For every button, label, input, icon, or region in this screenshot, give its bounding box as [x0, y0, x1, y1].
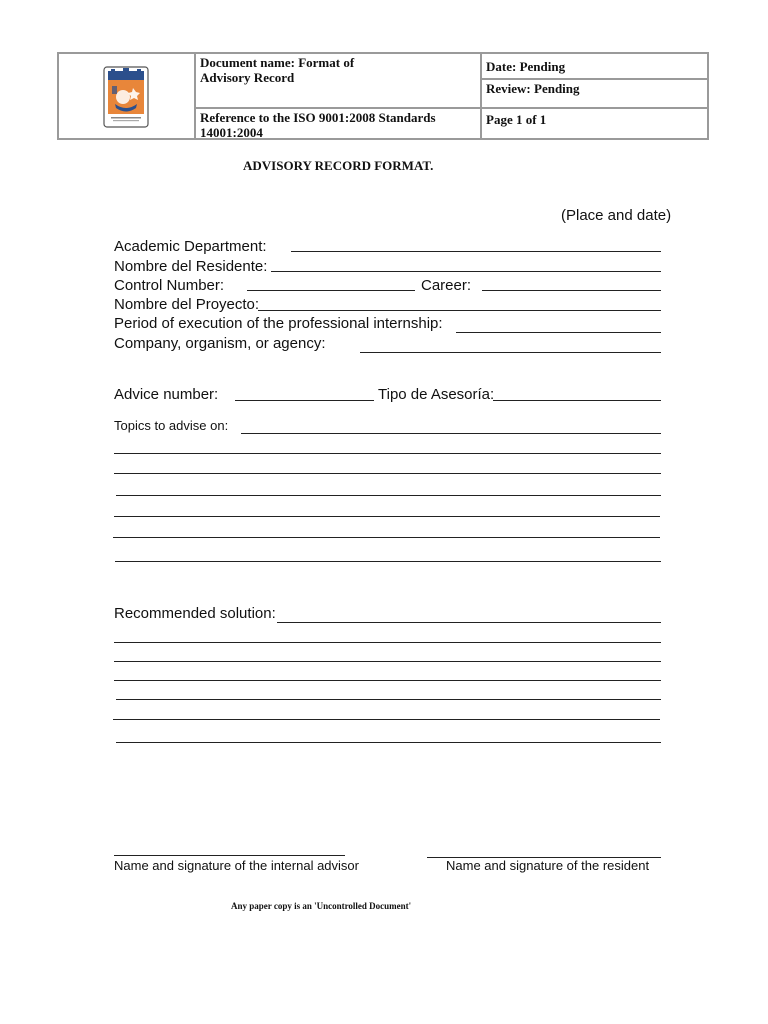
project-name-label: Nombre del Proyecto:: [114, 296, 260, 313]
resident-signature-label: Name and signature of the resident: [446, 858, 650, 873]
solution-field-line[interactable]: [114, 680, 661, 681]
topics-field-line[interactable]: [116, 495, 661, 496]
topics-field-line[interactable]: [114, 516, 660, 517]
document-name: Document name: Format of Advisory Record: [200, 55, 355, 85]
iso-reference: Reference to the ISO 9001:2008 Standards 14001:2004: [200, 110, 436, 140]
solution-field-line[interactable]: [114, 642, 661, 643]
career-field[interactable]: [482, 290, 661, 291]
date-status: Date: Pending: [486, 59, 566, 74]
advice-number-field[interactable]: [235, 400, 374, 401]
solution-field-line[interactable]: [114, 661, 661, 662]
solution-field-line[interactable]: [116, 742, 661, 743]
page-number: Page 1 of 1: [486, 112, 547, 127]
header-divider: [480, 54, 482, 138]
header-divider: [480, 78, 707, 80]
internship-period-field[interactable]: [456, 332, 661, 333]
topics-label: Topics to advise on:: [114, 418, 229, 433]
internal-advisor-signature-label: Name and signature of the internal advisor: [114, 858, 359, 873]
institution-logo: [103, 66, 149, 128]
place-and-date: (Place and date): [561, 207, 672, 224]
advice-type-field[interactable]: [493, 400, 661, 401]
page-title: ADVISORY RECORD FORMAT.: [243, 158, 434, 173]
solution-field-line[interactable]: [113, 719, 660, 720]
topics-field-line[interactable]: [114, 473, 661, 474]
topics-field[interactable]: [241, 433, 661, 434]
topics-field-line[interactable]: [113, 537, 660, 538]
solution-field-line[interactable]: [116, 699, 661, 700]
solution-label: Recommended solution:: [114, 605, 276, 622]
academic-department-field[interactable]: [291, 251, 661, 252]
internship-period-label: Period of execution of the professional internship:: [114, 315, 443, 332]
solution-field[interactable]: [277, 622, 661, 623]
header-divider: [194, 54, 196, 138]
uncontrolled-document-note: Any paper copy is an 'Uncontrolled Document': [231, 901, 412, 911]
career-label: Career:: [421, 277, 472, 294]
advice-number-label: Advice number:: [114, 386, 219, 403]
academic-department-label: Academic Department:: [114, 238, 267, 255]
resident-name-field[interactable]: [271, 271, 661, 272]
resident-name-label: Nombre del Residente:: [114, 258, 268, 275]
review-status: Review: Pending: [486, 81, 580, 96]
project-name-field[interactable]: [258, 310, 661, 311]
header-divider: [194, 107, 707, 109]
advice-type-label: Tipo de Asesoría:: [378, 386, 495, 403]
internal-advisor-signature-line[interactable]: [114, 855, 345, 856]
control-number-label: Control Number:: [114, 277, 225, 294]
topics-field-line[interactable]: [115, 561, 661, 562]
company-label: Company, organism, or agency:: [114, 335, 326, 352]
topics-field-line[interactable]: [114, 453, 661, 454]
document-header-table: [57, 52, 709, 140]
control-number-field[interactable]: [247, 290, 415, 291]
company-field[interactable]: [360, 352, 661, 353]
